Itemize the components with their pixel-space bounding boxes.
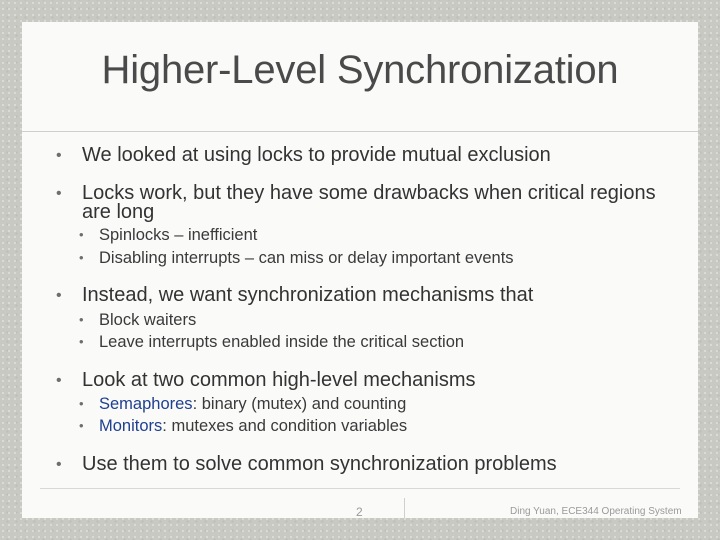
- sub-bullet: [79, 310, 196, 330]
- bullet-marker: •: [56, 185, 62, 202]
- footer-divider: [404, 498, 405, 518]
- term-monitors: Monitors: [99, 417, 163, 435]
- bullet-4: [56, 371, 476, 390]
- bullet-text: Look at two common high-level mechanisms: [82, 369, 476, 391]
- footer-source: Ding Yuan, ECE344 Operating System: [510, 506, 682, 517]
- bullet-marker: •: [56, 147, 62, 164]
- bullet-text: Locks work, but they have some drawbacks when critical regions are long: [82, 182, 656, 223]
- sub-bullet-text: : mutexes and condition variables: [162, 417, 408, 435]
- page-number: 2: [356, 505, 363, 519]
- bullet-marker: •: [56, 372, 62, 389]
- bullet-text: We looked at using locks to provide mutual exclusion: [82, 144, 551, 166]
- sub-bullet-text: Leave interrupts enabled inside the critical section: [99, 333, 465, 351]
- bullet-marker: •: [56, 287, 62, 304]
- sub-bullet-text: Spinlocks – inefficient: [99, 226, 258, 244]
- sub-bullet-marker: •: [79, 312, 84, 327]
- sub-bullet-text: : binary (mutex) and counting: [192, 395, 407, 413]
- sub-bullet: [79, 248, 514, 268]
- bullet-text: Instead, we want synchronization mechanisms that: [82, 284, 534, 306]
- sub-bullet-marker: •: [79, 250, 84, 265]
- sub-bullet-marker: •: [79, 418, 84, 433]
- sub-bullet: [79, 225, 257, 245]
- bullet-text: Use them to solve common synchronization problems: [82, 453, 557, 475]
- term-semaphores: Semaphores: [99, 395, 193, 413]
- sub-bullet-text: Block waiters: [99, 311, 197, 329]
- slide-title: Higher-Level Synchronization: [101, 48, 619, 92]
- title-bar: [22, 22, 698, 132]
- bullet-3: [56, 286, 533, 305]
- sub-bullet-marker: •: [79, 334, 84, 349]
- sub-bullet-text: Disabling interrupts – can miss or delay important events: [99, 249, 514, 267]
- sub-bullet: [79, 332, 464, 352]
- bullet-2: [56, 184, 656, 222]
- sub-bullet: [79, 416, 407, 436]
- sub-bullet-marker: •: [79, 227, 84, 242]
- sub-bullet-marker: •: [79, 396, 84, 411]
- bullet-marker: •: [56, 456, 62, 473]
- slide: [22, 22, 698, 518]
- bullet-1: [56, 146, 551, 165]
- footer-rule: [40, 488, 680, 489]
- bullet-5: [56, 455, 557, 474]
- sub-bullet: [79, 394, 406, 414]
